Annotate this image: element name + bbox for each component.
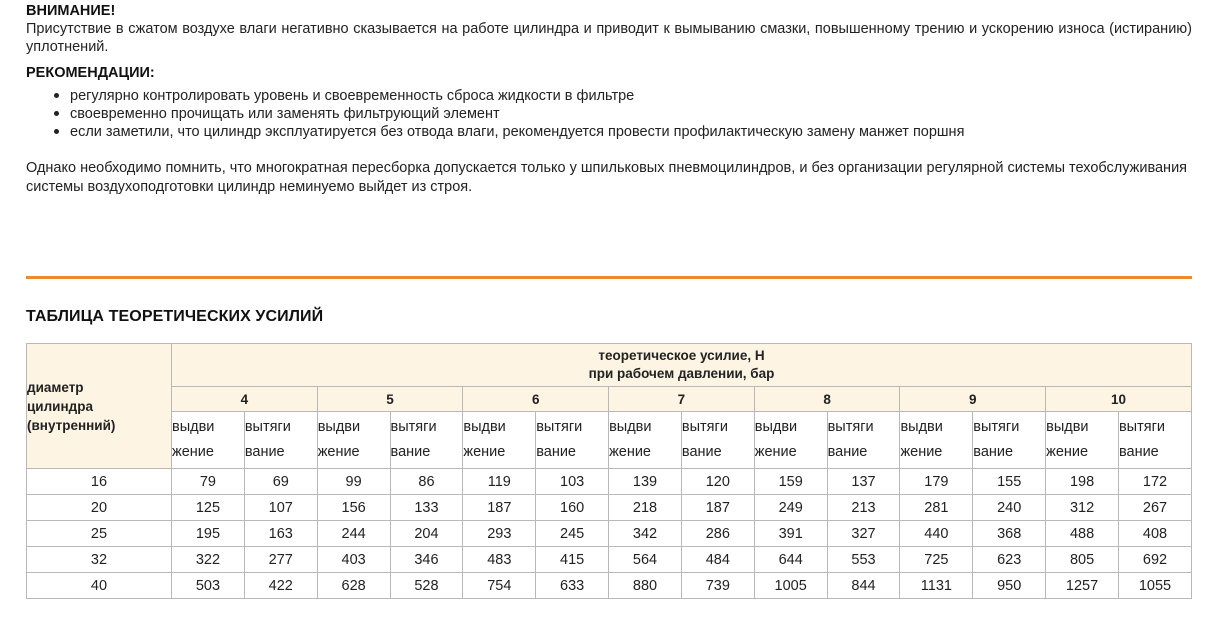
pull-header: [390, 412, 463, 469]
force-value-cell: 103: [536, 469, 609, 495]
force-value-cell: 403: [317, 547, 390, 573]
push-header: [609, 412, 682, 469]
push-header: [317, 412, 390, 469]
direction-label-line: жение: [754, 444, 797, 460]
diameter-cell: 32: [27, 547, 172, 573]
direction-label-line: выдви: [1046, 419, 1089, 435]
force-value-cell: 244: [317, 521, 390, 547]
force-value-cell: 488: [1046, 521, 1119, 547]
diameter-cell: 20: [27, 495, 172, 521]
direction-label-line: выдви: [900, 419, 943, 435]
table-row: [27, 521, 1192, 547]
force-value-cell: 213: [827, 495, 900, 521]
force-value-cell: 293: [463, 521, 536, 547]
recommendation-item: своевременно прочищать или заменять фильтрующий элемент: [70, 105, 1192, 123]
force-value-cell: 440: [900, 521, 973, 547]
force-value-cell: 79: [172, 469, 245, 495]
diameter-header-line: (внутренний): [27, 417, 116, 433]
force-value-cell: 739: [681, 573, 754, 599]
force-value-cell: 623: [973, 547, 1046, 573]
force-value-cell: 725: [900, 547, 973, 573]
force-value-cell: 179: [900, 469, 973, 495]
direction-label-line: выдви: [317, 419, 361, 435]
force-value-cell: 99: [317, 469, 390, 495]
force-value-cell: 628: [317, 573, 390, 599]
force-value-cell: 483: [463, 547, 536, 573]
force-value-cell: 950: [973, 573, 1046, 599]
pressure-header-row: [27, 387, 1192, 412]
table-title: ТАБЛИЦА ТЕОРЕТИЧЕСКИХ УСИЛИЙ: [26, 308, 324, 325]
direction-label-line: жение: [1046, 444, 1089, 460]
force-value-cell: 422: [244, 573, 317, 599]
direction-label-line: выдви: [463, 419, 506, 435]
table-row: [27, 573, 1192, 599]
direction-label-line: вытяги: [681, 419, 728, 435]
force-value-cell: 187: [463, 495, 536, 521]
maintenance-note: Однако необходимо помнить, что многократная пересборка допускается только у шпильковых пневмоцилиндров, и без организации регулярной системы техобслуживания системы воздухоподготовки цилиндр неминуемо выйдет из строя.: [26, 160, 1188, 195]
force-value-cell: 342: [609, 521, 682, 547]
direction-header-row: [27, 412, 1192, 469]
force-value-cell: 139: [609, 469, 682, 495]
direction-label-line: вание: [1118, 444, 1159, 460]
pressure-header: 7: [609, 387, 755, 412]
recommendations-list: [26, 87, 1192, 141]
table-row: [27, 495, 1192, 521]
pull-header: [681, 412, 754, 469]
diameter-header: [27, 344, 172, 469]
direction-label-line: вытяги: [973, 419, 1020, 435]
force-value-cell: 286: [681, 521, 754, 547]
pull-header: [244, 412, 317, 469]
force-value-cell: 1131: [900, 573, 973, 599]
direction-label-line: выдви: [754, 419, 798, 435]
push-header: [754, 412, 827, 469]
pull-header: [973, 412, 1046, 469]
recommendations-heading: РЕКОМЕНДАЦИИ:: [26, 65, 155, 81]
force-value-cell: 159: [754, 469, 827, 495]
force-value-cell: 346: [390, 547, 463, 573]
force-value-cell: 218: [609, 495, 682, 521]
diameter-cell: 25: [27, 521, 172, 547]
pressure-header: 4: [172, 387, 318, 412]
table-body: [27, 469, 1192, 599]
force-value-cell: 155: [973, 469, 1046, 495]
force-value-cell: 198: [1046, 469, 1119, 495]
force-value-cell: 368: [973, 521, 1046, 547]
force-value-cell: 415: [536, 547, 609, 573]
direction-label-line: вытяги: [244, 419, 291, 435]
pull-header: [536, 412, 609, 469]
force-value-cell: 267: [1118, 495, 1191, 521]
force-value-cell: 1055: [1118, 573, 1191, 599]
pressure-header: 6: [463, 387, 609, 412]
force-value-cell: 322: [172, 547, 245, 573]
recommendation-item: регулярно контролировать уровень и своевременность сброса жидкости в фильтре: [70, 87, 1192, 105]
force-value-cell: 692: [1118, 547, 1191, 573]
direction-label-line: жение: [609, 444, 651, 460]
push-header: [463, 412, 536, 469]
warning-heading: ВНИМАНИЕ!: [26, 3, 116, 19]
direction-label-line: жение: [317, 444, 360, 460]
diameter-cell: 16: [27, 469, 172, 495]
diameter-header-line: диаметр: [27, 379, 84, 395]
push-header: [1046, 412, 1119, 469]
section-divider: [26, 276, 1192, 279]
force-value-cell: 172: [1118, 469, 1191, 495]
force-value-cell: 1257: [1046, 573, 1119, 599]
force-value-cell: 133: [390, 495, 463, 521]
direction-label-line: жение: [900, 444, 943, 460]
force-value-cell: 553: [827, 547, 900, 573]
direction-label-line: вание: [244, 444, 285, 460]
direction-label-line: выдви: [609, 419, 652, 435]
force-value-cell: 528: [390, 573, 463, 599]
force-value-cell: 245: [536, 521, 609, 547]
force-value-cell: 484: [681, 547, 754, 573]
force-value-cell: 160: [536, 495, 609, 521]
force-value-cell: 195: [172, 521, 245, 547]
direction-label-line: вытяги: [827, 419, 874, 435]
force-value-cell: 564: [609, 547, 682, 573]
force-value-cell: 86: [390, 469, 463, 495]
direction-label-line: жение: [463, 444, 506, 460]
pressure-header: 10: [1046, 387, 1192, 412]
force-value-cell: 125: [172, 495, 245, 521]
force-value-cell: 249: [754, 495, 827, 521]
direction-label-line: вание: [681, 444, 722, 460]
force-value-cell: 312: [1046, 495, 1119, 521]
force-value-cell: 281: [900, 495, 973, 521]
pressure-header: 8: [754, 387, 900, 412]
direction-label-line: жение: [172, 444, 214, 460]
warning-text: Присутствие в сжатом воздухе влаги негативно сказывается на работе цилиндра и приводит к вымыванию смазки, повышенному трению и ускорению износа (истиранию) уплотнений.: [26, 21, 1192, 55]
force-value-cell: 137: [827, 469, 900, 495]
pull-header: [1118, 412, 1191, 469]
force-value-cell: 644: [754, 547, 827, 573]
table-row: [27, 469, 1192, 495]
force-value-cell: 277: [244, 547, 317, 573]
force-value-cell: 204: [390, 521, 463, 547]
direction-label-line: вытяги: [1118, 419, 1165, 435]
direction-label-line: вание: [973, 444, 1014, 460]
table-row: [27, 547, 1192, 573]
force-value-cell: 119: [463, 469, 536, 495]
force-value-cell: 327: [827, 521, 900, 547]
direction-label-line: вание: [536, 444, 576, 460]
forces-table: [26, 343, 1192, 599]
force-value-cell: 163: [244, 521, 317, 547]
force-value-cell: 240: [973, 495, 1046, 521]
force-value-cell: 120: [681, 469, 754, 495]
force-header-line: теоретическое усилие, Н: [598, 348, 765, 363]
direction-label-line: вытяги: [536, 419, 583, 435]
force-header: [172, 344, 1192, 387]
push-header: [172, 412, 245, 469]
text-content: [26, 2, 1192, 197]
force-value-cell: 1005: [754, 573, 827, 599]
force-value-cell: 107: [244, 495, 317, 521]
force-value-cell: 844: [827, 573, 900, 599]
direction-label-line: вытяги: [390, 419, 437, 435]
recommendation-item: если заметили, что цилиндр эксплуатируется без отвода влаги, рекомендуется провести профилактическую замену манжет поршня: [70, 123, 1192, 141]
diameter-header-line: цилиндра: [27, 398, 93, 414]
force-value-cell: 754: [463, 573, 536, 599]
direction-label-line: вание: [390, 444, 431, 460]
direction-label-line: вание: [827, 444, 868, 460]
force-value-cell: 156: [317, 495, 390, 521]
force-value-cell: 503: [172, 573, 245, 599]
push-header: [900, 412, 973, 469]
pressure-header: 9: [900, 387, 1046, 412]
force-value-cell: 408: [1118, 521, 1191, 547]
force-value-cell: 880: [609, 573, 682, 599]
direction-label-line: выдви: [172, 419, 215, 435]
force-value-cell: 187: [681, 495, 754, 521]
force-header-line: при рабочем давлении, бар: [588, 366, 775, 381]
pressure-header: 5: [317, 387, 463, 412]
force-value-cell: 805: [1046, 547, 1119, 573]
force-value-cell: 633: [536, 573, 609, 599]
force-value-cell: 69: [244, 469, 317, 495]
pull-header: [827, 412, 900, 469]
diameter-cell: 40: [27, 573, 172, 599]
force-value-cell: 391: [754, 521, 827, 547]
